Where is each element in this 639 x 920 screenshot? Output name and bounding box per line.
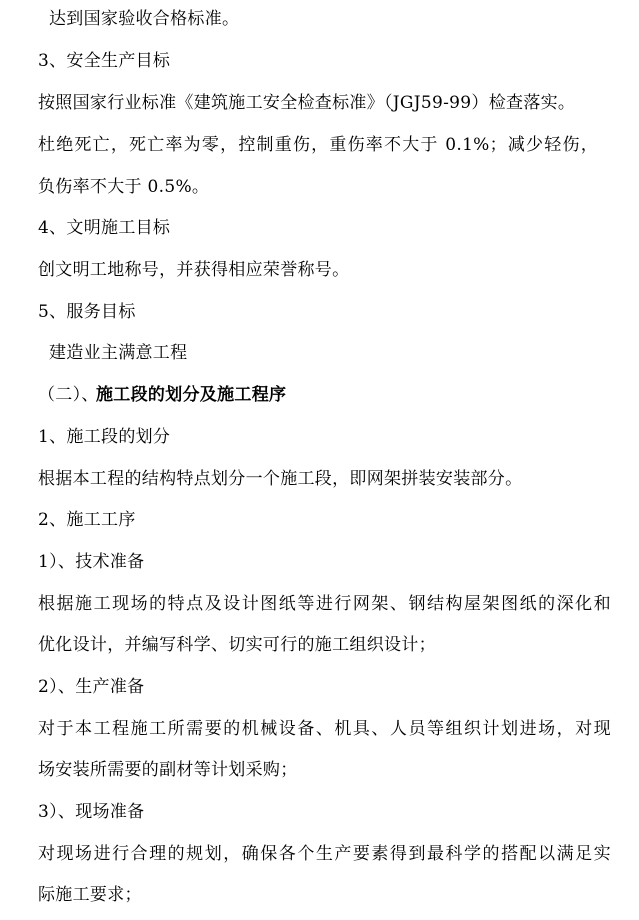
- text-line-civilized-title: 创文明工地称号，并获得相应荣誉称号。: [38, 260, 350, 280]
- text-line-technical-prep-2: 优化设计，并编写科学、切实可行的施工组织设计；: [38, 635, 436, 655]
- text-line-injury-rate: 杜绝死亡，死亡率为零，控制重伤，重伤率不大于 0.1%；减少轻伤，: [38, 135, 598, 155]
- text-line-site-prep-2: 际施工要求；: [38, 885, 142, 905]
- heading-construction-procedure: 2、施工工序: [38, 510, 136, 530]
- text-line-safety-standard: 按照国家行业标准《建筑施工安全检查标准》（JGJ59-99）检查落实。: [38, 93, 576, 113]
- heading-safety-target: 3、安全生产目标: [38, 51, 171, 71]
- text-line-owner-satisfaction: 建造业主满意工程: [49, 343, 188, 363]
- heading-segment-division: 1、施工段的划分: [38, 427, 171, 447]
- text-line-technical-prep-1: 根据施工现场的特点及设计图纸等进行网架、钢结构屋架图纸的深化和: [38, 594, 611, 614]
- section-title: 施工段的划分及施工程序: [96, 385, 287, 405]
- text-line-verification-standard: 达到国家验收合格标准。: [49, 9, 240, 29]
- heading-technical-prep: 1）、技术准备: [38, 552, 145, 572]
- text-line-site-prep-1: 对现场进行合理的规划，确保各个生产要素得到最科学的搭配以满足实: [38, 844, 611, 864]
- text-line-segment-division: 根据本工程的结构特点划分一个施工段，即网架拼装安装部分。: [38, 469, 523, 489]
- heading-production-prep: 2）、生产准备: [38, 677, 145, 697]
- text-line-minor-injury-rate: 负伤率不大于 0.5%。: [38, 177, 210, 197]
- text-line-production-prep-1: 对于本工程施工所需要的机械设备、机具、人员等组织计划进场，对现: [38, 719, 611, 739]
- section-number: （二）、: [38, 385, 99, 405]
- heading-civilized-construction: 4、文明施工目标: [38, 218, 171, 238]
- heading-service-target: 5、服务目标: [38, 302, 136, 322]
- text-line-production-prep-2: 场安装所需要的副材等计划采购；: [38, 760, 298, 780]
- heading-site-prep: 3）、现场准备: [38, 802, 145, 822]
